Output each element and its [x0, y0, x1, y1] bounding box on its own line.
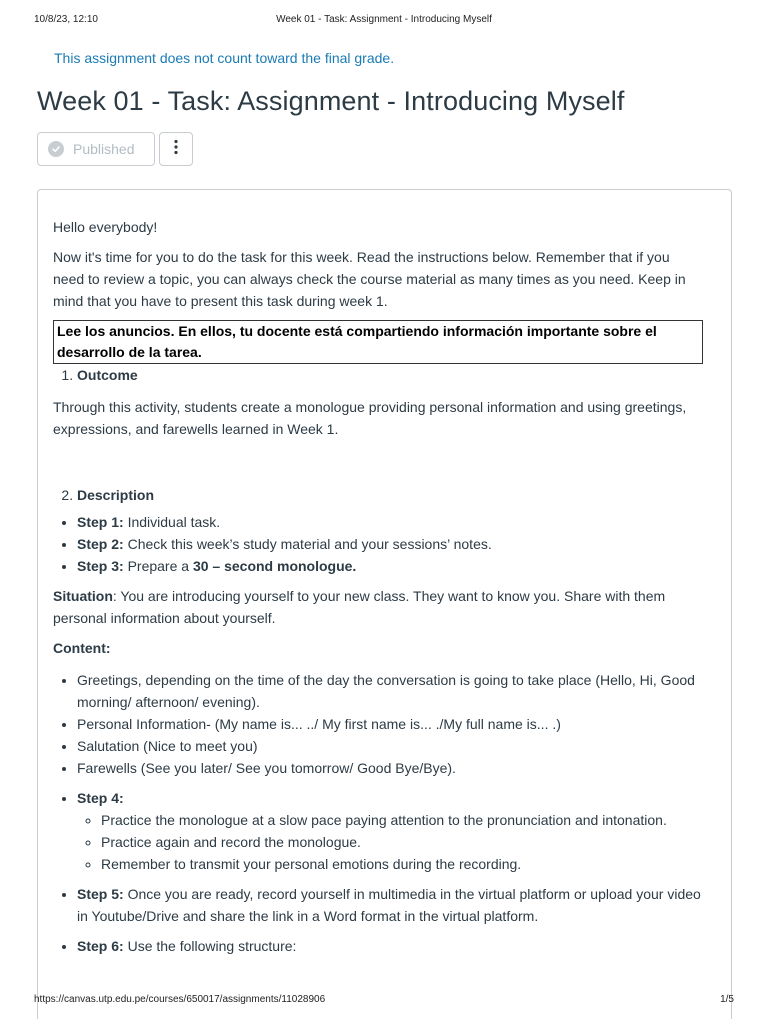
print-header [34, 14, 734, 28]
print-doc-title: Week 01 - Task: Assignment - Introducing Myself [276, 14, 492, 25]
check-circle-icon [48, 141, 64, 157]
content-list [53, 669, 703, 779]
greeting-text: Hello everybody! [53, 219, 158, 235]
announcement-box: Lee los anuncios. En ellos, tu docente está compartiendo información importante sobre el desarrollo de la tarea. [53, 320, 703, 364]
outcome-list [53, 364, 703, 386]
outcome-text: Through this activity, students create a monologue providing personal information and using greetings, expressions, and farewells learned in Week 1. [53, 399, 687, 437]
step6-list [53, 935, 703, 957]
step5-list [53, 883, 703, 927]
situation-text: Situation: You are introducing yourself to your new class. They want to know you. Share with them personal information about yourself. [53, 588, 666, 626]
steps-list [53, 511, 703, 577]
description-heading: Description [77, 487, 155, 503]
intro-text: Now it's time for you to do the task for this week. Read the instructions below. Remember that if you need to review a topic, you can always check the course material as many times as you need. Keep in mind that you have to present this task during week 1. [53, 249, 686, 309]
print-footer [34, 994, 734, 1008]
page-url: https://canvas.utp.edu.pe/courses/650017/assignments/11028906 [34, 994, 326, 1005]
kebab-vertical-icon [174, 139, 178, 160]
list-item: • Step 4: ◦ Practice the monologue at a slow pace paying attention to the pronunciation and intonation. ◦ Practice again and record the monologue. ◦ Remember to transmit your personal emotions during the recording. [77, 787, 703, 875]
list-item: • Personal Information- (My name is... ../ My first name is... ./My full name is... .) [77, 713, 703, 735]
outcome-heading: Outcome [77, 367, 138, 383]
print-datetime: 10/8/23, 12:10 [34, 14, 98, 25]
list-item: • Greetings, depending on the time of the day the conversation is going to take place (Hello, Hi, Good morning/ afternoon/ evening). [77, 669, 703, 713]
more-options-button[interactable] [159, 132, 193, 166]
list-item: • Salutation (Nice to meet you) [77, 735, 703, 757]
list-item: • Step 1: Individual task. [77, 511, 703, 533]
list-item: • Farewells (See you later/ See you tomorrow/ Good Bye/Bye). [77, 757, 703, 779]
grade-notice: This assignment does not count toward the final grade. [54, 50, 395, 66]
step4-sublist [77, 809, 703, 875]
page-number: 1/5 [720, 994, 734, 1005]
list-item: • Step 3: Prepare a 30 – second monologue. [77, 555, 703, 577]
list-item: • Step 5: Once you are ready, record yourself in multimedia in the virtual platform or upload your video in Youtube/Drive and share the link in a Word format in the virtual platform. [77, 883, 703, 927]
later-steps-list [53, 787, 703, 875]
list-item: • Step 6: Use the following structure: [77, 935, 703, 957]
list-item: • Step 2: Check this week’s study material and your sessions’ notes. [77, 533, 703, 555]
list-item: ◦ Remember to transmit your personal emotions during the recording. [101, 853, 703, 875]
content-label: Content: [53, 640, 111, 656]
published-label: Published [73, 141, 135, 157]
assignment-description [37, 189, 732, 1019]
list-item: ◦ Practice again and record the monologue. [101, 831, 703, 853]
page-title: Week 01 - Task: Assignment - Introducing Myself [37, 86, 625, 116]
published-button[interactable] [37, 132, 155, 166]
list-item: ◦ Practice the monologue at a slow pace paying attention to the pronunciation and intonation. [101, 809, 703, 831]
description-list [53, 484, 703, 506]
